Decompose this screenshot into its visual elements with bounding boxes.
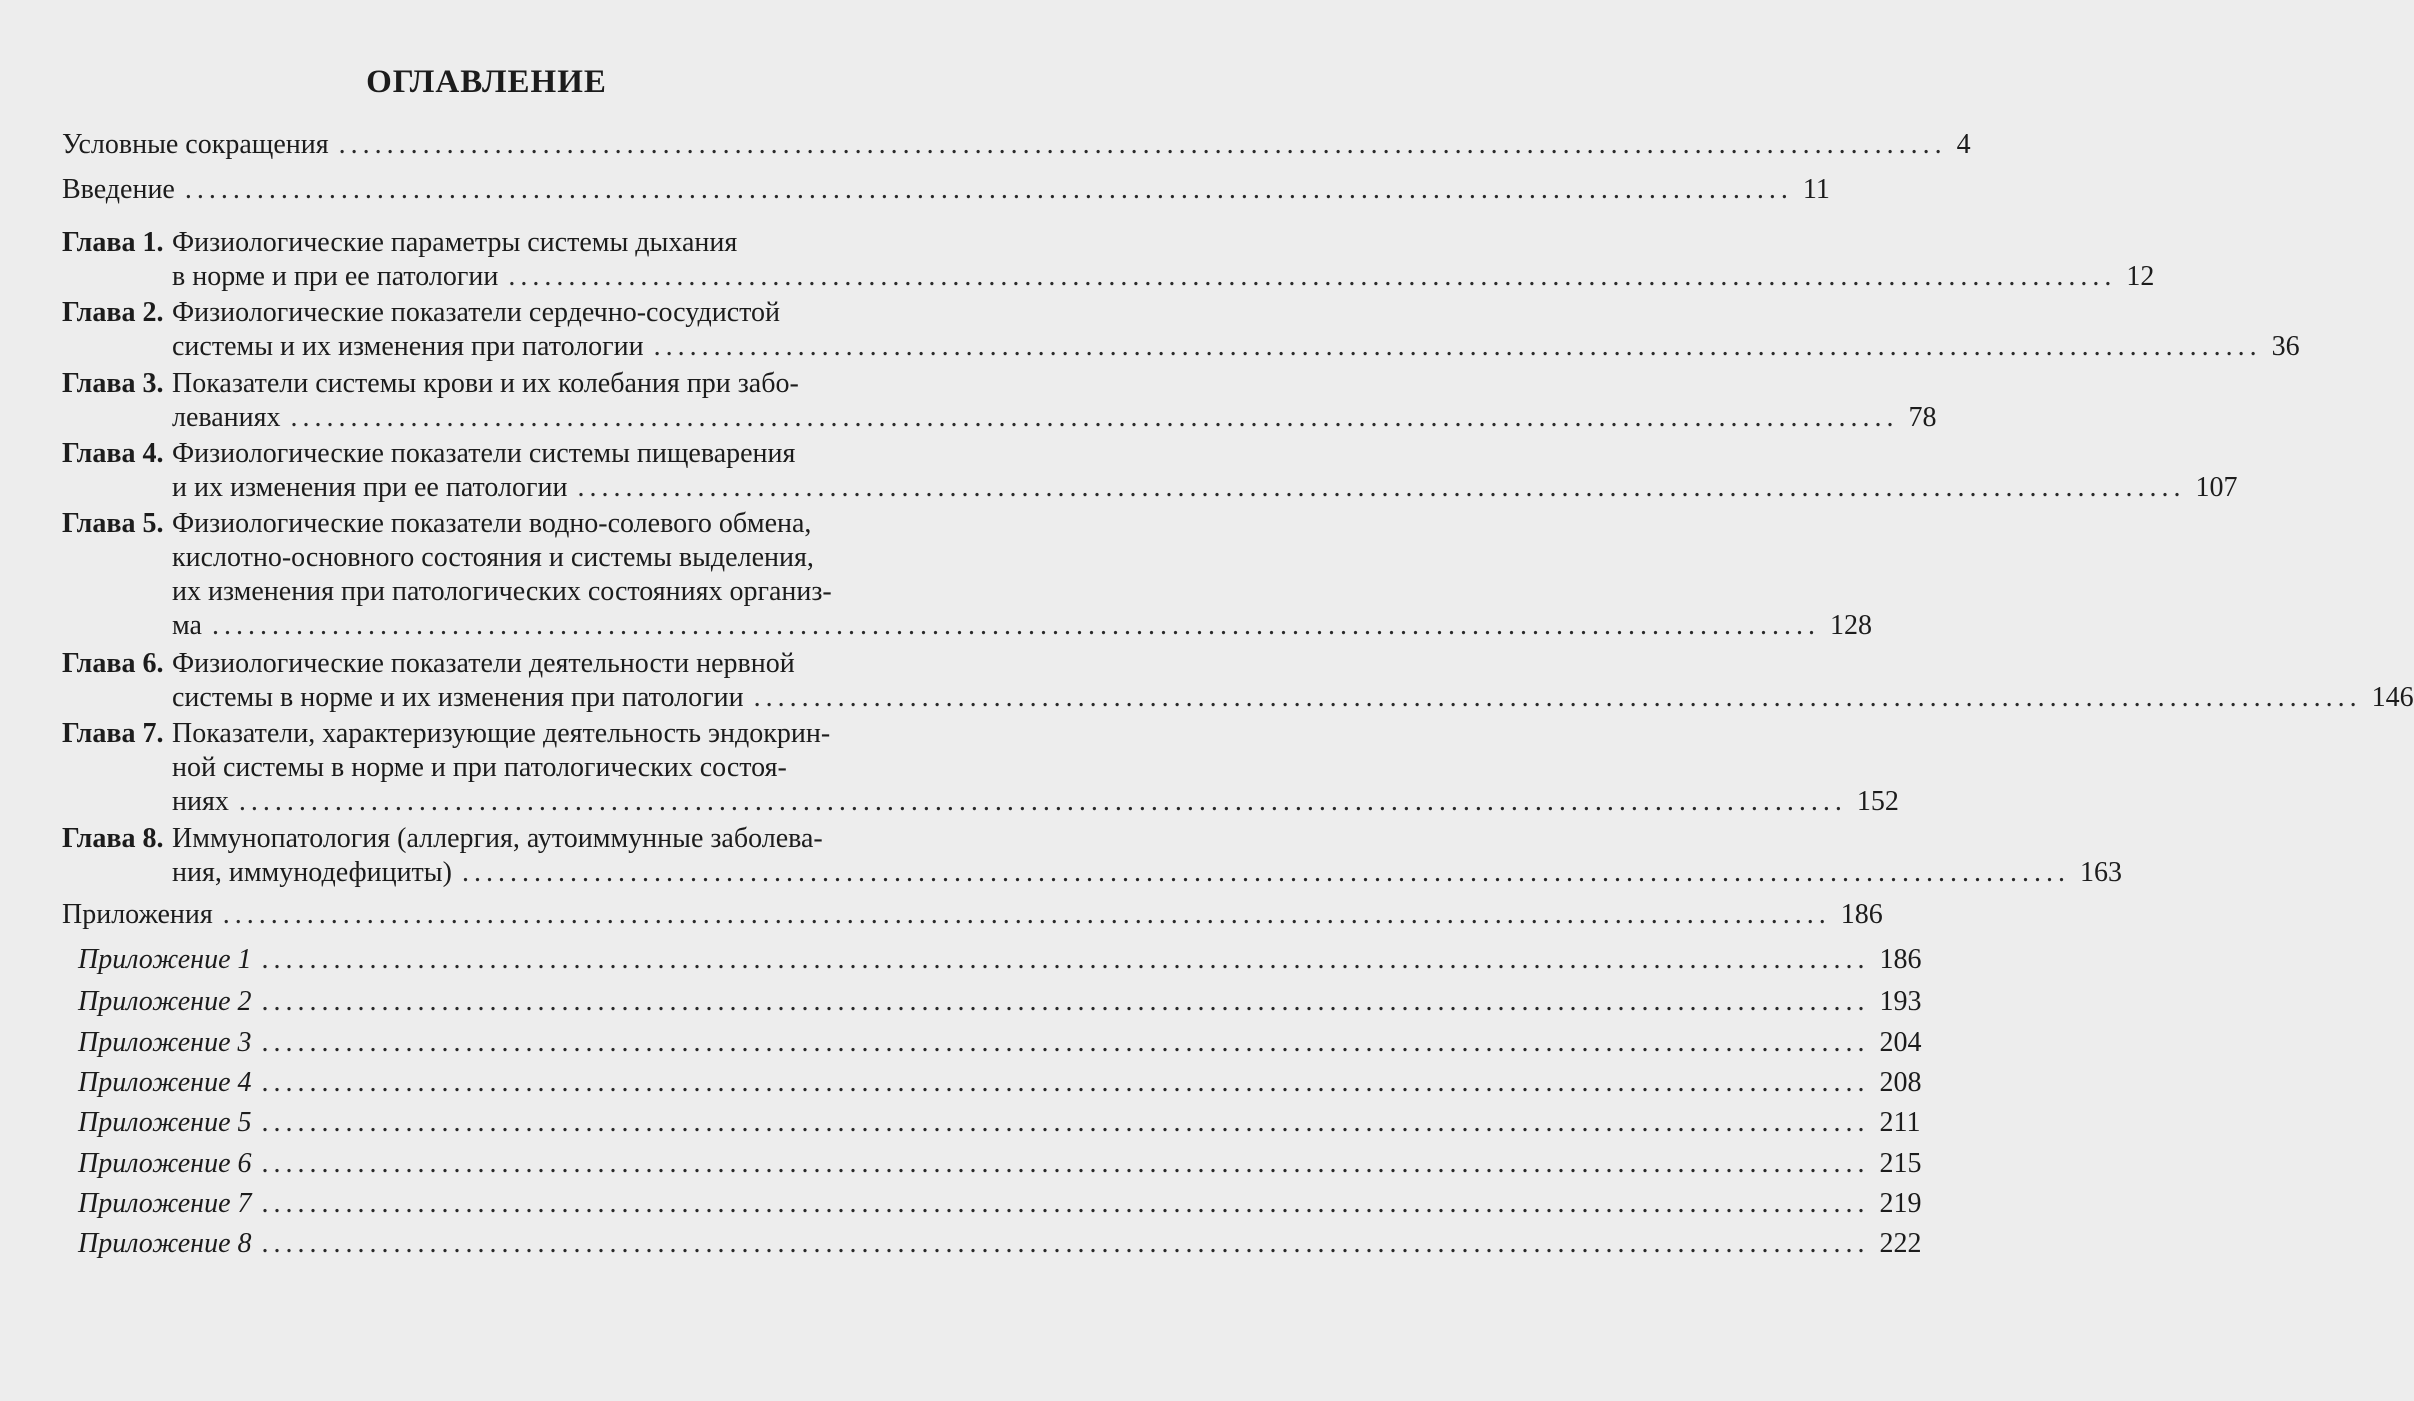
chapter-label: Глава 8. bbox=[62, 823, 164, 854]
page-number: 152 bbox=[1856, 786, 1899, 817]
entry-line: Показатели, характеризующие деятельность эндокрин- bbox=[172, 718, 831, 749]
page-number: 107 bbox=[2195, 472, 2238, 503]
dot-leader: ...................................................................................................................................... bbox=[261, 1067, 1870, 1098]
entry-title: Условные сокращения bbox=[62, 129, 329, 160]
page-number: 163 bbox=[2079, 857, 2122, 888]
toc-entry-appendix-2[interactable] bbox=[78, 985, 1922, 1019]
entry-title: и их изменения при ее патологии bbox=[172, 472, 568, 503]
entry-title: Приложение 6 bbox=[78, 1148, 252, 1179]
chapter-label: Глава 5. bbox=[62, 508, 164, 539]
entry-line: Показатели системы крови и их колебания при забо- bbox=[172, 368, 799, 399]
chapter-label: Глава 6. bbox=[62, 648, 164, 679]
entry-title: в норме и при ее патологии bbox=[172, 261, 499, 292]
toc-entry-chapter-2[interactable] bbox=[62, 296, 2300, 364]
chapter-label: Глава 1. bbox=[62, 227, 164, 258]
toc-entry-chapter-4[interactable] bbox=[62, 437, 2238, 505]
page-number: 78 bbox=[1908, 402, 1937, 433]
entry-line: Физиологические показатели водно-солевого обмена, bbox=[172, 508, 812, 539]
entry-line: их изменения при патологических состояниях организ- bbox=[172, 576, 832, 607]
chapter-label: Глава 4. bbox=[62, 438, 164, 469]
dot-leader: ...................................................................................................................................... bbox=[261, 944, 1870, 975]
entry-line: кислотно-основного состояния и системы выделения, bbox=[172, 542, 814, 573]
entry-title: Приложение 8 bbox=[78, 1228, 252, 1259]
dot-leader: ...................................................................................................................................... bbox=[653, 331, 2262, 362]
dot-leader: ...................................................................................................................................... bbox=[508, 261, 2117, 292]
dot-leader: ...................................................................................................................................... bbox=[211, 610, 1820, 641]
toc-entry-introduction[interactable] bbox=[62, 173, 1830, 207]
entry-title: леваниях bbox=[172, 402, 281, 433]
entry-line: ной системы в норме и при патологических состоя- bbox=[172, 752, 787, 783]
toc-entry-appendix-6[interactable] bbox=[78, 1147, 1922, 1181]
entry-title: Приложение 3 bbox=[78, 1027, 252, 1058]
dot-leader: ...................................................................................................................................... bbox=[184, 174, 1793, 205]
dot-leader: ...................................................................................................................................... bbox=[261, 1188, 1870, 1219]
page-number: 186 bbox=[1879, 944, 1922, 975]
entry-title: Приложение 7 bbox=[78, 1188, 252, 1219]
entry-title: ниях bbox=[172, 786, 229, 817]
toc-entry-chapter-3[interactable] bbox=[62, 367, 1937, 435]
toc-entry-appendices[interactable] bbox=[62, 898, 1883, 932]
page-number: 211 bbox=[1879, 1107, 1921, 1138]
toc-entry-appendix-4[interactable] bbox=[78, 1066, 1922, 1100]
page-number: 215 bbox=[1879, 1148, 1922, 1179]
toc-entry-appendix-5[interactable] bbox=[78, 1106, 1921, 1140]
chapter-label: Глава 3. bbox=[62, 368, 164, 399]
toc-entry-chapter-1[interactable] bbox=[62, 226, 2155, 294]
page-number: 219 bbox=[1879, 1188, 1922, 1219]
entry-line: Физиологические показатели сердечно-сосудистой bbox=[172, 297, 780, 328]
page-number: 204 bbox=[1879, 1027, 1922, 1058]
dot-leader: ...................................................................................................................................... bbox=[338, 129, 1947, 160]
entry-line: Физиологические параметры системы дыхания bbox=[172, 227, 738, 258]
dot-leader: ...................................................................................................................................... bbox=[222, 899, 1831, 930]
page-number: 208 bbox=[1879, 1067, 1922, 1098]
toc-entry-chapter-5[interactable] bbox=[62, 507, 1872, 643]
toc-entry-abbreviations[interactable] bbox=[62, 128, 1971, 162]
page-number: 193 bbox=[1879, 986, 1922, 1017]
page-number: 11 bbox=[1802, 174, 1830, 205]
entry-title: ма bbox=[172, 610, 202, 641]
page-number: 128 bbox=[1829, 610, 1872, 641]
entry-title: Приложение 2 bbox=[78, 986, 252, 1017]
page-number: 36 bbox=[2271, 331, 2300, 362]
entry-title: Приложение 1 bbox=[78, 944, 252, 975]
page-number: 4 bbox=[1956, 129, 1971, 160]
toc-entry-chapter-6[interactable] bbox=[62, 647, 2414, 715]
entry-title: Приложение 5 bbox=[78, 1107, 252, 1138]
dot-leader: ...................................................................................................................................... bbox=[577, 472, 2186, 503]
toc-entry-appendix-8[interactable] bbox=[78, 1227, 1922, 1261]
dot-leader: ...................................................................................................................................... bbox=[753, 682, 2362, 713]
page-title: ОГЛАВЛЕНИЕ bbox=[366, 64, 607, 100]
entry-line: Иммунопатология (аллергия, аутоиммунные заболева- bbox=[172, 823, 823, 854]
toc-entry-appendix-1[interactable] bbox=[78, 943, 1922, 977]
dot-leader: ...................................................................................................................................... bbox=[261, 986, 1870, 1017]
entry-title: Приложение 4 bbox=[78, 1067, 252, 1098]
entry-title: системы в норме и их изменения при патологии bbox=[172, 682, 744, 713]
chapter-label: Глава 2. bbox=[62, 297, 164, 328]
dot-leader: ...................................................................................................................................... bbox=[461, 857, 2070, 888]
dot-leader: ...................................................................................................................................... bbox=[261, 1107, 1870, 1138]
page-number: 12 bbox=[2126, 261, 2155, 292]
entry-title: системы и их изменения при патологии bbox=[172, 331, 644, 362]
dot-leader: ...................................................................................................................................... bbox=[238, 786, 1847, 817]
page-number: 146 bbox=[2371, 682, 2414, 713]
toc-entry-appendix-7[interactable] bbox=[78, 1187, 1922, 1221]
toc-entry-appendix-3[interactable] bbox=[78, 1026, 1922, 1060]
page-number: 222 bbox=[1879, 1228, 1922, 1259]
entry-line: Физиологические показатели деятельности нервной bbox=[172, 648, 795, 679]
dot-leader: ...................................................................................................................................... bbox=[261, 1228, 1870, 1259]
toc-entry-chapter-8[interactable] bbox=[62, 822, 2122, 890]
dot-leader: ...................................................................................................................................... bbox=[261, 1027, 1870, 1058]
dot-leader: ...................................................................................................................................... bbox=[290, 402, 1899, 433]
entry-title: ния, иммунодефициты) bbox=[172, 857, 452, 888]
chapter-label: Глава 7. bbox=[62, 718, 164, 749]
toc-entry-chapter-7[interactable] bbox=[62, 717, 1899, 819]
page-number: 186 bbox=[1840, 899, 1883, 930]
entry-line: Физиологические показатели системы пищеварения bbox=[172, 438, 796, 469]
dot-leader: ...................................................................................................................................... bbox=[261, 1148, 1870, 1179]
entry-title: Приложения bbox=[62, 899, 213, 930]
entry-title: Введение bbox=[62, 174, 175, 205]
